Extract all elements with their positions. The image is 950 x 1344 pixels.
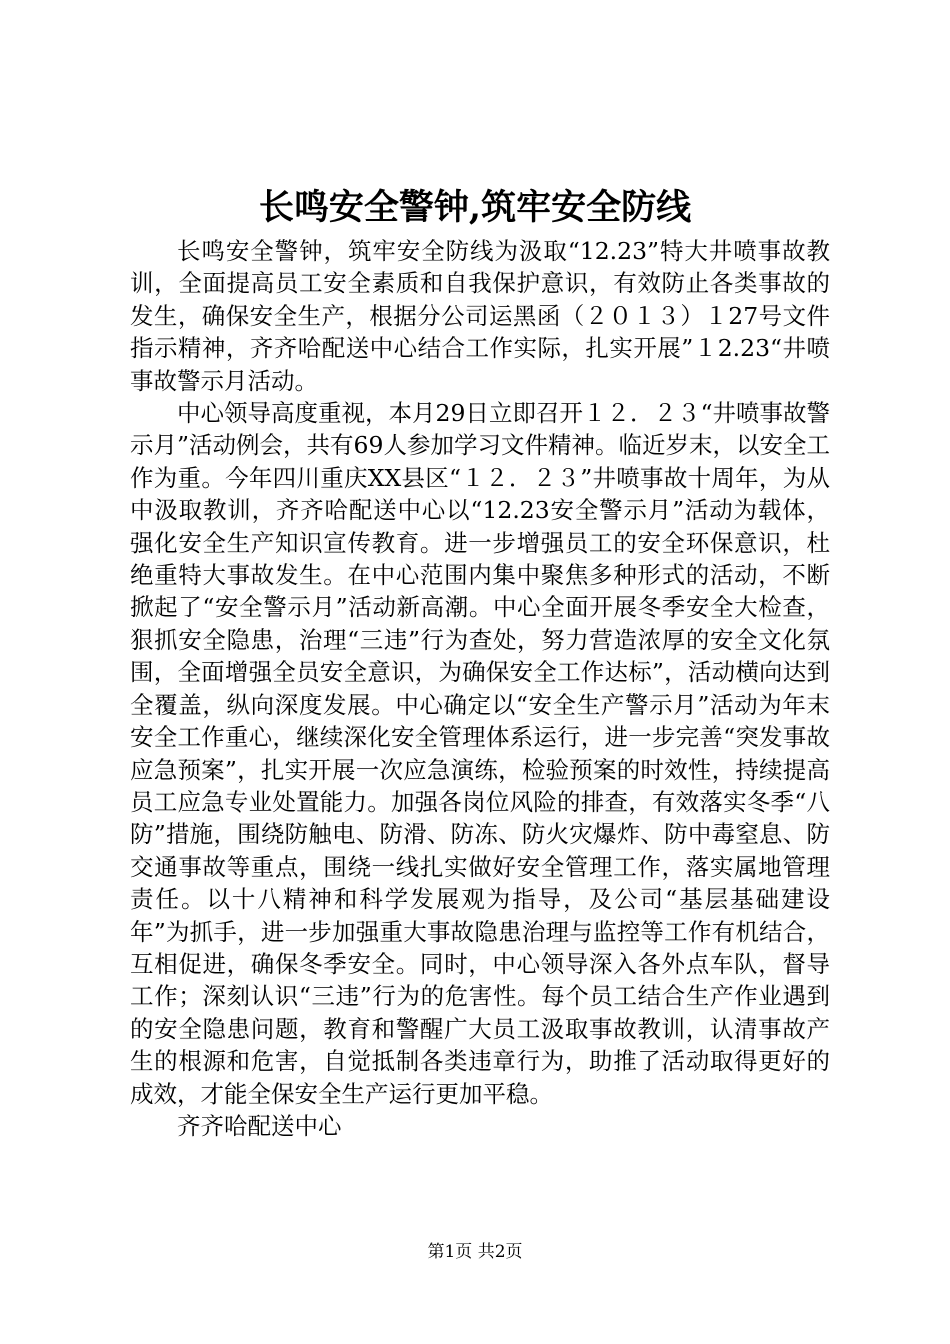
signature: 齐齐哈配送中心: [177, 1111, 342, 1140]
document-body: [130, 235, 830, 1142]
paragraph-main: 中心领导高度重视，本月29日立即召开１２．２３“井喷事故警示月”活动例会，共有69人参加学习文件精神。临近岁末，以安全工作为重。今年四川重庆XX县区“１２．２３”井喷事故十周年，为从中汲取教训，齐齐哈配送中心以“12.23安全警示月”活动为载体，强化安全生产知识宣传教育。进一步增强员工的安全环保意识，杜绝重特大事故发生。在中心范围内集中聚焦多种形式的活动，不断掀起了“安全警示月”活动新高潮。中心全面开展冬季安全大检查，狠抓安全隐患，治理“三违”行为查处，努力营造浓厚的安全文化氛围，全面增强全员安全意识，为确保安全工作达标”，活动横向达到全覆盖，纵向深度发展。中心确定以“安全生产警示月”活动为年末安全工作重心，继续深化安全管理体系运行，进一步完善“突发事故应急预案”，扎实开展一次应急演练，检验预案的时效性，持续提高员工应急专业处置能力。加强各岗位风险的排查，有效落实冬季“八防”措施，围绕防触电、防滑、防冻、防火灾爆炸、防中毒窒息、防交通事故等重点，围绕一线扎实做好安全管理工作，落实属地管理责任。以十八精神和科学发展观为指导，及公司“基层基础建设年”为抓手，进一步加强重大事故隐患治理与监控等工作有机结合，互相促进，确保冬季安全。同时，中心领导深入各外点车队，督导工作；深刻认识“三违”行为的危害性。每个员工结合生产作业遇到的安全隐患问题，教育和警醒广大员工汲取事故教训，认清事故产生的根源和危害，自觉抵制各类违章行为，助推了活动取得更好的成效，才能全保安全生产运行更加平稳。: [130, 399, 830, 1108]
document-title: 长鸣安全警钟,筑牢安全防线: [258, 187, 692, 228]
page-footer: 第1页 共2页: [427, 1242, 523, 1262]
paragraph-intro: 长鸣安全警钟，筑牢安全防线为汲取“12.23”特大井喷事故教训，全面提高员工安全素质和自我保护意识，有效防止各类事故的发生，确保安全生产，根据分公司运黑函（２０１３）１27号文件指示精神，齐齐哈配送中心结合工作实际，扎实开展”１2.23“井喷事故警示月活动。: [130, 237, 830, 395]
